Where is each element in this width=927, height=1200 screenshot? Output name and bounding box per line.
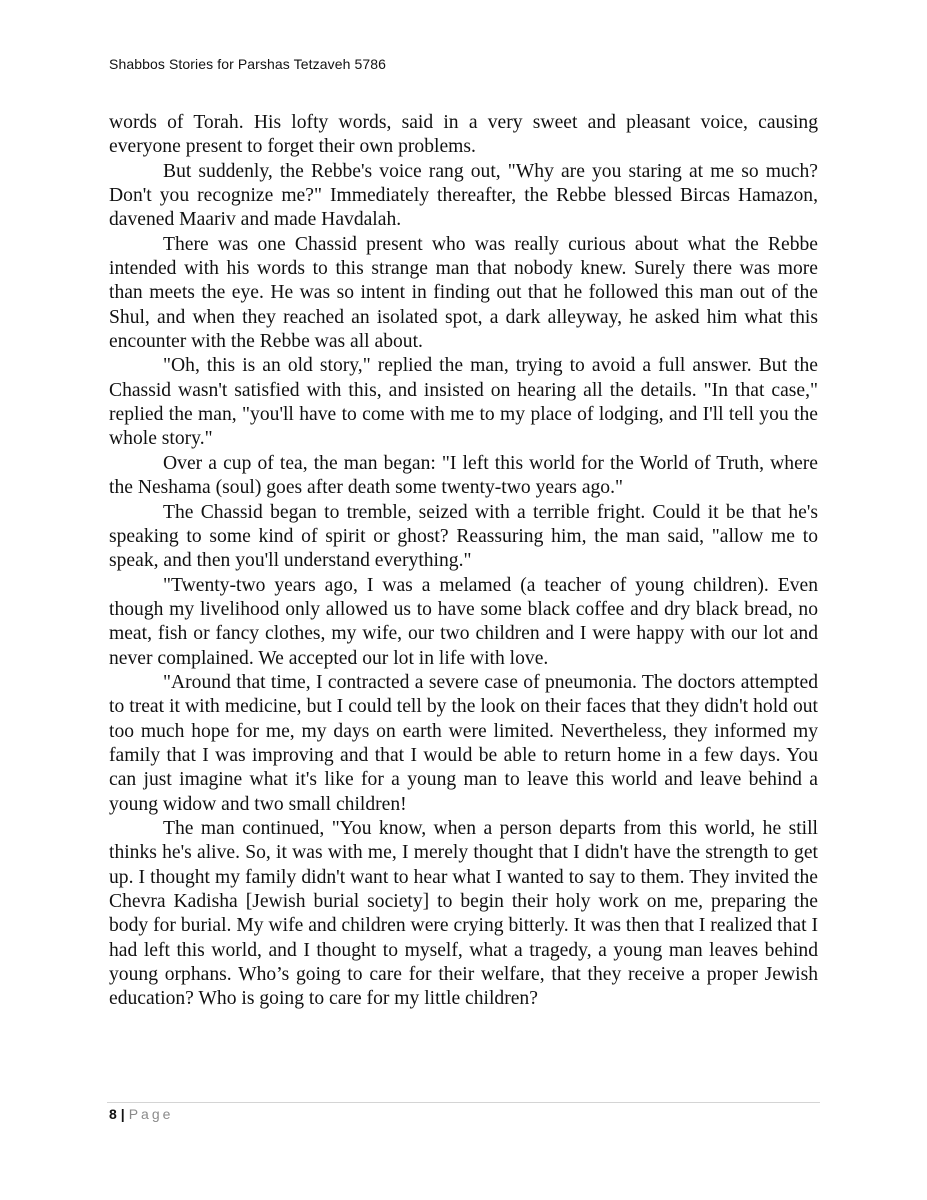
- footer-divider: [107, 1102, 820, 1103]
- page-footer: [109, 1106, 173, 1122]
- footer-separator: |: [120, 1106, 125, 1122]
- paragraph: But suddenly, the Rebbe's voice rang out, "Why are you staring at me so much? Don't you recognize me?" Immediately thereafter, the Rebbe blessed Bircas Hamazon, davened Maariv and made Havdalah.: [109, 160, 818, 231]
- paragraph: There was one Chassid present who was really curious about what the Rebbe intended with his words to this strange man that nobody knew. Surely there was more than meets the eye. He was so intent in finding out that he followed this man out of the Shul, and when they reached an isolated spot, a dark alleyway, he asked him what this encounter with the Rebbe was all about.: [109, 233, 818, 353]
- story-body: [109, 111, 818, 1012]
- paragraph: Over a cup of tea, the man began: "I left this world for the World of Truth, where the Neshama (soul) goes after death some twenty-two years ago.": [109, 452, 818, 499]
- running-header: Shabbos Stories for Parshas Tetzaveh 5786: [109, 56, 387, 72]
- paragraph: The man continued, "You know, when a person departs from this world, he still thinks he's alive. So, it was with me, I merely thought that I didn't have the strength to get up. I thought my family didn't want to hear what I wanted to say to them. They invited the Chevra Kadisha [Jewish burial society] to begin their holy work on me, preparing the body for burial. My wife and children were crying bitterly. It was then that I realized that I had left this world, and I thought to myself, what a tragedy, a young man leaves behind young orphans. Who’s going to care for their welfare, that they receive a proper Jewish education? Who is going to care for my little children?: [109, 817, 818, 1010]
- page-label: Page: [128, 1106, 174, 1122]
- paragraph: "Twenty-two years ago, I was a melamed (a teacher of young children). Even though my livelihood only allowed us to have some black coffee and dry black bread, no meat, fish or fancy clothes, my wife, our two children and I were happy with our lot and never complained. We accepted our lot in life with love.: [109, 574, 818, 669]
- page-number: 8: [109, 1106, 117, 1122]
- paragraph: words of Torah. His lofty words, said in a very sweet and pleasant voice, causing everyone present to forget their own problems.: [109, 112, 818, 158]
- paragraph: "Oh, this is an old story," replied the man, trying to avoid a full answer. But the Chassid wasn't satisfied with this, and insisted on hearing all the details. "In that case," replied the man, "you'll have to come with me to my place of lodging, and I'll tell you the whole story.": [109, 355, 818, 450]
- paragraph: "Around that time, I contracted a severe case of pneumonia. The doctors attempted to treat it with medicine, but I could tell by the look on their faces that they didn't hold out too much hope for me, my days on earth were limited. Nevertheless, they informed my family that I was improving and that I would be able to return home in a few days. You can just imagine what it's like for a young man to leave this world and leave behind a young widow and two small children!: [109, 671, 818, 815]
- paragraph: The Chassid began to tremble, seized with a terrible fright. Could it be that he's speaking to some kind of spirit or ghost? Reassuring him, the man said, "allow me to speak, and then you'll understand everything.": [109, 501, 818, 572]
